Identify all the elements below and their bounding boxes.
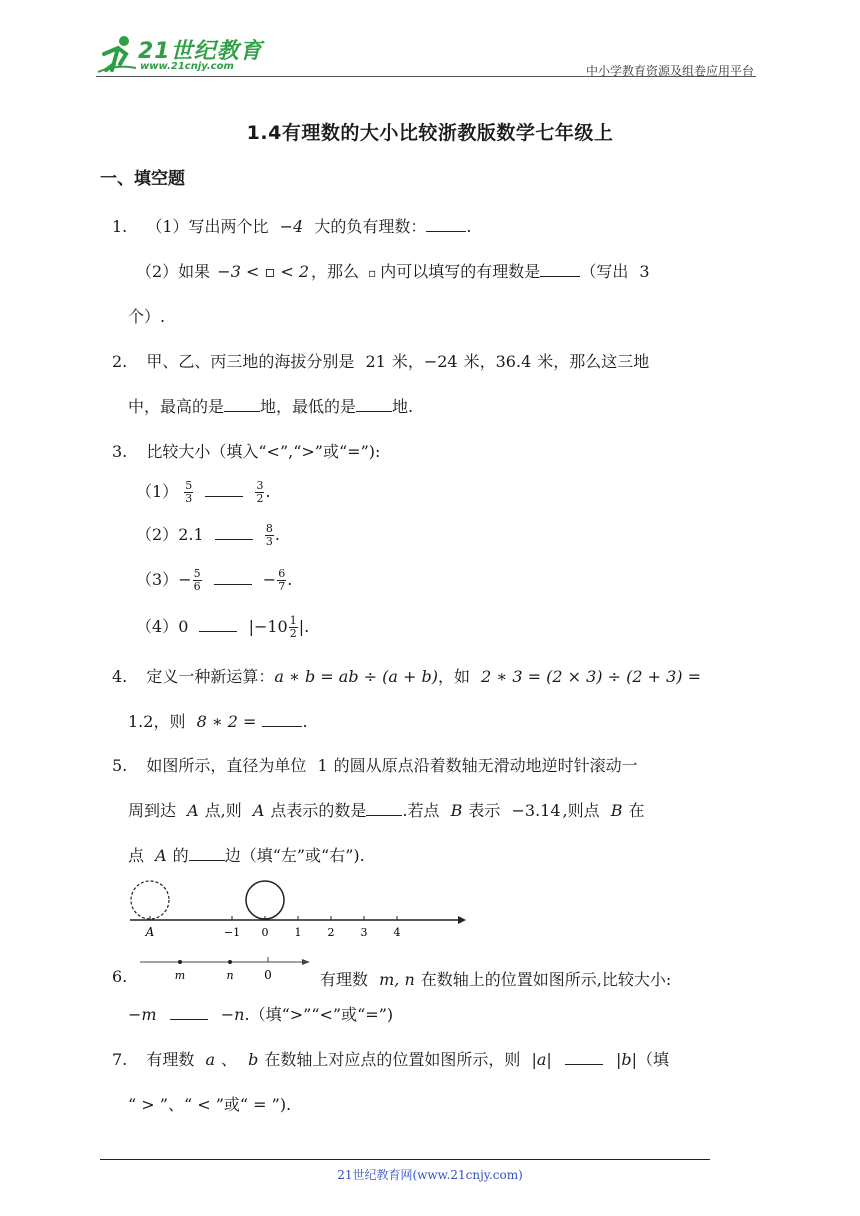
tick-label: 1: [294, 926, 302, 939]
question-text: 边（填“左”或“右”).: [224, 846, 365, 865]
tick-label: 4: [393, 926, 401, 939]
solid-circle: [246, 881, 284, 919]
fraction: $\frac{3}{2}$: [256, 479, 264, 505]
question-6-number: [112, 967, 127, 986]
page-title: 1.4有理数的大小比较浙教版数学七年级上: [246, 122, 614, 144]
logo-brand: 21世纪教育: [138, 39, 263, 64]
logo-url: www.21cnjy.com: [140, 61, 234, 72]
answer-blank[interactable]: [224, 397, 260, 412]
question-number: 3.: [112, 442, 128, 461]
math-expression: −m: [128, 1005, 157, 1024]
absolute-value: |−10: [248, 617, 288, 636]
question-2-line-2: [128, 394, 413, 417]
question-text: .（填“>”“<”或“=”): [244, 1005, 394, 1024]
math-expression: |b|: [616, 1050, 638, 1069]
question-text: （填: [637, 1050, 670, 1069]
question-7-line-1: [112, 1047, 669, 1070]
fraction: $\frac{8}{3}$: [265, 522, 273, 548]
number: −3.14: [511, 801, 561, 820]
question-text: 地，最低的是: [260, 397, 357, 416]
question-1-line-3: [128, 304, 165, 327]
mn-number-line: [138, 952, 314, 984]
axis-arrow-icon: [458, 916, 466, 924]
question-text: 表示: [468, 801, 501, 820]
number: −24: [423, 352, 458, 371]
math-expression: −4: [279, 217, 304, 236]
answer-blank[interactable]: [199, 617, 237, 632]
question-text: 地.: [392, 397, 414, 416]
question-4-line-1: [112, 664, 701, 687]
answer-blank[interactable]: [214, 570, 252, 585]
answer-blank[interactable]: [215, 525, 253, 540]
number: 3: [639, 262, 650, 281]
question-3-part-3: （3）− $\frac{5}{6}$ − $\frac{6}{7}$ .: [136, 567, 293, 593]
question-text: 有理数: [320, 970, 369, 989]
point-label: B: [450, 801, 463, 820]
variable: b: [248, 1050, 259, 1069]
fraction: $\frac{1}{2}$: [289, 614, 297, 640]
number: 36.4: [495, 352, 532, 371]
question-text: 米，: [463, 352, 496, 371]
question-text: 点表示的数是: [270, 801, 367, 820]
question-2-line-1: [112, 349, 649, 372]
answer-blank[interactable]: [356, 397, 392, 412]
question-text: 米，: [391, 352, 424, 371]
point-label: B: [610, 801, 623, 820]
point-n: [228, 960, 232, 964]
answer-blank[interactable]: [540, 262, 580, 277]
number: 2.1: [178, 525, 204, 544]
number: 1: [317, 756, 328, 775]
question-6-line-1: [320, 967, 671, 990]
question-text: 的圆从原点沿着数轴无滑动地逆时针滚动一: [333, 756, 638, 775]
section-heading: 一、填空题: [100, 169, 185, 189]
question-text: .若点: [402, 801, 440, 820]
n-label: n: [226, 969, 234, 982]
header-divider: [96, 76, 756, 77]
footer-divider: [100, 1159, 710, 1160]
question-text: 中，最高的是: [128, 397, 225, 416]
question-text: （2）如果: [136, 262, 211, 281]
tick-label: 2: [327, 926, 335, 939]
question-5-line-1: [112, 753, 638, 776]
question-number: 1.: [112, 217, 128, 236]
question-text: 比较大小（填入“<”,“>”或“=”):: [146, 442, 381, 461]
footer-link[interactable]: 21世纪教育网(www.21cnjy.com): [337, 1168, 523, 1182]
point-label: A: [187, 801, 199, 820]
tick-label: −1: [223, 926, 241, 939]
question-number: 5.: [112, 756, 128, 775]
rolling-circle-number-line: [128, 876, 468, 940]
question-5-line-2: [128, 798, 645, 821]
question-text: 在数轴上的位置如图所示,比较大小:: [420, 970, 672, 989]
point-a-label: A: [145, 925, 155, 939]
question-text: 定义一种新运算：: [146, 667, 275, 686]
question-number: 7.: [112, 1050, 128, 1069]
question-text: 在: [628, 801, 645, 820]
question-text: 有理数: [146, 1050, 195, 1069]
runner-logo-icon: [96, 34, 138, 74]
part-label: （1）: [136, 482, 179, 501]
variable: a: [205, 1050, 216, 1069]
zero-label: 0: [264, 968, 272, 982]
fraction: $\frac{5}{3}$: [185, 479, 193, 505]
part-label: （3）: [136, 570, 179, 589]
question-text: ，则: [153, 712, 186, 731]
tick-label: 3: [360, 926, 368, 939]
fraction: $\frac{6}{7}$: [278, 567, 286, 593]
question-text: 周到达: [128, 801, 177, 820]
question-text: 在数轴上对应点的位置如图所示，则: [264, 1050, 521, 1069]
question-text: ，如: [437, 667, 470, 686]
question-number: 2.: [112, 352, 128, 371]
part-label: （4）: [136, 617, 179, 636]
tick-label: 0: [261, 926, 269, 939]
math-expression: 8 ∗ 2 =: [196, 712, 257, 731]
question-3-part-1: （1） $\frac{5}{3}$ $\frac{3}{2}$ .: [136, 479, 271, 505]
site-logo: [96, 34, 266, 78]
question-text: “ > ”、“ < ”或“ = ”).: [128, 1095, 292, 1114]
punctuation: .: [466, 217, 472, 236]
point-m: [178, 960, 182, 964]
question-text: 点: [128, 846, 145, 865]
m-label: m: [174, 969, 186, 982]
axis-arrow-icon: [302, 959, 310, 965]
question-3-part-2: （2）2.1 $\frac{8}{3}$ .: [136, 522, 280, 548]
question-text: 的: [172, 846, 189, 865]
question-text: 如图所示，直径为单位: [146, 756, 307, 775]
punctuation: .: [302, 712, 308, 731]
question-text: 大的负有理数：: [314, 217, 427, 236]
question-text: 点,则: [204, 801, 242, 820]
answer-blank[interactable]: [366, 801, 402, 816]
question-text: 个）.: [128, 307, 166, 326]
number: 0: [178, 617, 189, 636]
question-text: ,则点: [562, 801, 600, 820]
question-3-line-1: [112, 439, 380, 462]
number: 21: [365, 352, 386, 371]
answer-blank[interactable]: [170, 1005, 208, 1020]
question-text: 甲、乙、丙三地的海拔分别是: [146, 352, 355, 371]
math-expression: a ∗ b = ab ÷ (a + b): [274, 667, 438, 686]
question-text: ，那么: [311, 262, 360, 281]
box-symbol: ▫: [368, 266, 377, 280]
page-header: [96, 30, 756, 78]
punctuation: 、: [221, 1050, 238, 1069]
question-text: 内可以填写的有理数是: [380, 262, 541, 281]
math-expression: 2 ∗ 3 = (2 × 3) ÷ (2 + 3) =: [481, 667, 701, 686]
question-4-line-2: [128, 709, 308, 732]
question-text: （1）写出两个比: [146, 217, 269, 236]
number: 1.2: [128, 712, 154, 731]
question-1-line-2: [136, 259, 650, 282]
math-expression: −n: [220, 1005, 245, 1024]
question-text: （写出: [580, 262, 629, 281]
question-3-part-4: （4）0 |−10 $\frac{1}{2}$ |.: [136, 614, 310, 640]
answer-blank[interactable]: [189, 846, 225, 861]
point-label: A: [252, 801, 265, 820]
platform-label: 中小学教育资源及组卷应用平台: [585, 64, 754, 78]
math-expression: |a|: [531, 1050, 552, 1069]
answer-blank[interactable]: [205, 482, 243, 497]
question-number: 6.: [112, 967, 128, 986]
question-5-line-3: [128, 843, 365, 866]
question-7-line-2: [128, 1092, 291, 1115]
question-6-line-2: [128, 1002, 393, 1025]
answer-blank[interactable]: [565, 1050, 603, 1065]
part-label: （2）: [136, 525, 179, 544]
dashed-circle: [131, 881, 169, 919]
question-text: 米，那么这三地: [537, 352, 650, 371]
answer-blank[interactable]: [262, 712, 302, 727]
math-expression: −3 < ▫ < 2: [217, 262, 310, 281]
answer-blank[interactable]: [426, 217, 466, 232]
math-expression: m, n: [379, 970, 415, 989]
point-label: A: [155, 846, 167, 865]
question-number: 4.: [112, 667, 128, 686]
question-1-line-1: [112, 214, 471, 237]
fraction: $\frac{5}{6}$: [193, 567, 201, 593]
